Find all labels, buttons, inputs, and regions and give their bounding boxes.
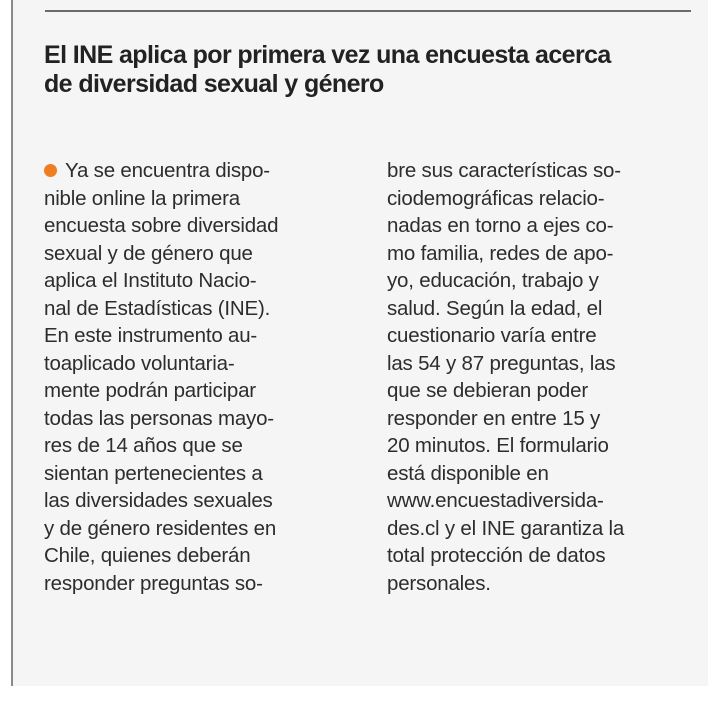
body-line: nadas en torno a ejes co-: [387, 214, 614, 237]
body-line: bre sus características so-: [387, 159, 621, 182]
body-line: aplica el Instituto Nacio-: [44, 269, 257, 292]
body-line: toaplicado voluntaria-: [44, 351, 235, 375]
body-line: cuestionario varía entre: [387, 324, 597, 347]
bullet-dot-icon: [44, 164, 57, 177]
body-line: sientan pertenecientes a: [44, 461, 263, 485]
article-headline: [44, 41, 684, 99]
body-line: yo, educación, trabajo y: [387, 269, 599, 292]
body-line: mo familia, redes de apo-: [387, 241, 614, 265]
body-line-text: Ya se encuentra dispo-: [65, 159, 270, 182]
body-line: total protección de datos: [387, 544, 606, 567]
headline-line: El INE aplica por primera vez una encuesta acerca: [44, 41, 611, 69]
top-divider: [45, 10, 691, 12]
body-line: 20 minutos. El formulario: [387, 434, 609, 457]
body-line: des.cl y el INE garantiza la: [387, 516, 625, 540]
body-line: responder preguntas so-: [44, 571, 263, 595]
body-line: está disponible en: [387, 461, 549, 485]
body-line: www.encuestadiversida-: [387, 489, 604, 512]
body-line: nible online la primera: [44, 186, 240, 210]
article-column-left: [44, 157, 364, 597]
body-line: responder en entre 15 y: [387, 406, 601, 430]
body-line: salud. Según la edad, el: [387, 296, 603, 320]
body-line: En este instrumento au-: [44, 324, 258, 347]
body-line: las 54 y 87 preguntas, las: [387, 351, 616, 375]
body-line: que se debieran poder: [387, 379, 588, 402]
body-line: encuesta sobre diversidad: [44, 214, 279, 237]
body-line: Chile, quienes deberán: [44, 544, 251, 567]
body-line: res de 14 años que se: [44, 434, 243, 457]
body-line: todas las personas mayo-: [44, 406, 274, 430]
article-column-right: [387, 157, 705, 597]
body-line: sexual y de género que: [44, 241, 253, 265]
body-line: las diversidades sexuales: [44, 489, 273, 512]
headline-line: de diversidad sexual y género: [44, 70, 384, 98]
body-line-first: [44, 157, 364, 185]
body-line: y de género residentes en: [44, 516, 277, 540]
body-line: mente podrán participar: [44, 379, 256, 402]
body-line: personales.: [387, 571, 491, 595]
body-line: ciodemográficas relacio-: [387, 186, 605, 210]
body-line: nal de Estadísticas (INE).: [44, 296, 271, 320]
